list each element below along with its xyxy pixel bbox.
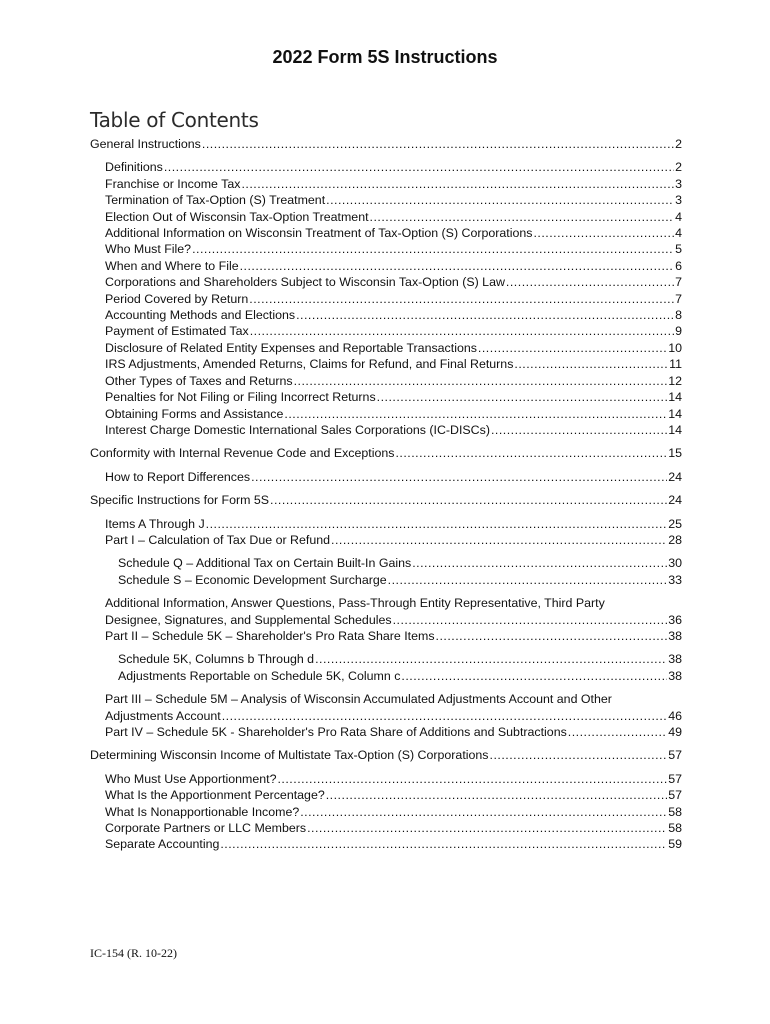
toc-entry[interactable]: What Is Nonapportionable Income? ..... 58 bbox=[90, 804, 682, 820]
toc-entry[interactable]: Determining Wisconsin Income of Multistate Tax-Option (S) Corporations ..... 57 bbox=[90, 747, 682, 763]
toc-entry[interactable]: Conformity with Internal Revenue Code and Exceptions ..... 15 bbox=[90, 445, 682, 461]
toc-entry[interactable]: Schedule 5K, Columns b Through d ..... 38 bbox=[90, 651, 682, 667]
toc-entry[interactable]: Interest Charge Domestic International Sales Corporations (IC-DISCs) ..... 14 bbox=[90, 422, 682, 438]
toc-entry[interactable]: Adjustments Account ..... 46 bbox=[90, 708, 682, 724]
toc-entry[interactable]: Election Out of Wisconsin Tax-Option Treatment ..... 4 bbox=[90, 209, 682, 225]
toc-entry[interactable]: Schedule S – Economic Development Surcharge ..... 33 bbox=[90, 572, 682, 588]
toc-entry[interactable]: Disclosure of Related Entity Expenses and Reportable Transactions ..... 10 bbox=[90, 340, 682, 356]
toc-entry[interactable]: Corporate Partners or LLC Members ..... 58 bbox=[90, 820, 682, 836]
toc-entry[interactable]: Part I – Calculation of Tax Due or Refund ..... 28 bbox=[90, 532, 682, 548]
toc-entry[interactable]: Period Covered by Return ..... 7 bbox=[90, 291, 682, 307]
toc-entry[interactable]: Schedule Q – Additional Tax on Certain Built-In Gains ..... 30 bbox=[90, 555, 682, 571]
toc-entry[interactable]: Adjustments Reportable on Schedule 5K, Column c ..... 38 bbox=[90, 668, 682, 684]
toc-entry[interactable]: Payment of Estimated Tax ..... 9 bbox=[90, 323, 682, 339]
document-title: 2022 Form 5S Instructions bbox=[272, 47, 498, 67]
toc-entry[interactable]: What Is the Apportionment Percentage? ..... 57 bbox=[90, 787, 682, 803]
toc-entry[interactable]: Corporations and Shareholders Subject to Wisconsin Tax-Option (S) Law ..... 7 bbox=[90, 274, 682, 290]
toc-entry-line1[interactable]: Additional Information, Answer Questions, Pass-Through Entity Representative, Third Party bbox=[105, 596, 605, 611]
toc-entry[interactable]: Termination of Tax-Option (S) Treatment ..... 3 bbox=[90, 192, 682, 208]
toc-heading: Table of Contents bbox=[90, 108, 259, 132]
toc-entry[interactable]: Franchise or Income Tax ..... 3 bbox=[90, 176, 682, 192]
toc-entry[interactable]: Items A Through J ..... 25 bbox=[90, 516, 682, 532]
toc-entry[interactable]: Specific Instructions for Form 5S ..... 24 bbox=[90, 492, 682, 508]
toc-entry[interactable]: Additional Information on Wisconsin Treatment of Tax-Option (S) Corporations ..... 4 bbox=[90, 225, 682, 241]
toc-entry[interactable]: IRS Adjustments, Amended Returns, Claims for Refund, and Final Returns ..... 11 bbox=[90, 356, 682, 372]
table-of-contents bbox=[90, 136, 682, 853]
toc-entry[interactable]: Other Types of Taxes and Returns ..... 12 bbox=[90, 373, 682, 389]
toc-entry[interactable]: Accounting Methods and Elections ..... 8 bbox=[90, 307, 682, 323]
toc-entry[interactable]: Designee, Signatures, and Supplemental Schedules ..... 36 bbox=[90, 612, 682, 628]
toc-entry[interactable]: When and Where to File ..... 6 bbox=[90, 258, 682, 274]
toc-entry[interactable]: Separate Accounting ..... 59 bbox=[90, 836, 682, 852]
toc-entry[interactable]: General Instructions ..... 2 bbox=[90, 136, 682, 152]
toc-entry[interactable]: How to Report Differences ..... 24 bbox=[90, 469, 682, 485]
form-number-footer: IC-154 (R. 10-22) bbox=[90, 946, 177, 960]
toc-entry[interactable]: Definitions ..... 2 bbox=[90, 159, 682, 175]
toc-entry[interactable]: Obtaining Forms and Assistance ..... 14 bbox=[90, 406, 682, 422]
toc-entry[interactable]: Part IV – Schedule 5K - Shareholder's Pro Rata Share of Additions and Subtractions ..... 49 bbox=[90, 724, 682, 740]
toc-entry[interactable]: Part II – Schedule 5K – Shareholder's Pro Rata Share Items ..... 38 bbox=[90, 628, 682, 644]
toc-entry[interactable]: Penalties for Not Filing or Filing Incorrect Returns ..... 14 bbox=[90, 389, 682, 405]
toc-entry[interactable]: Who Must File? ..... 5 bbox=[90, 241, 682, 257]
toc-entry[interactable]: Who Must Use Apportionment? ..... 57 bbox=[90, 771, 682, 787]
toc-entry-line1[interactable]: Part III – Schedule 5M – Analysis of Wisconsin Accumulated Adjustments Account and Other bbox=[105, 692, 612, 707]
